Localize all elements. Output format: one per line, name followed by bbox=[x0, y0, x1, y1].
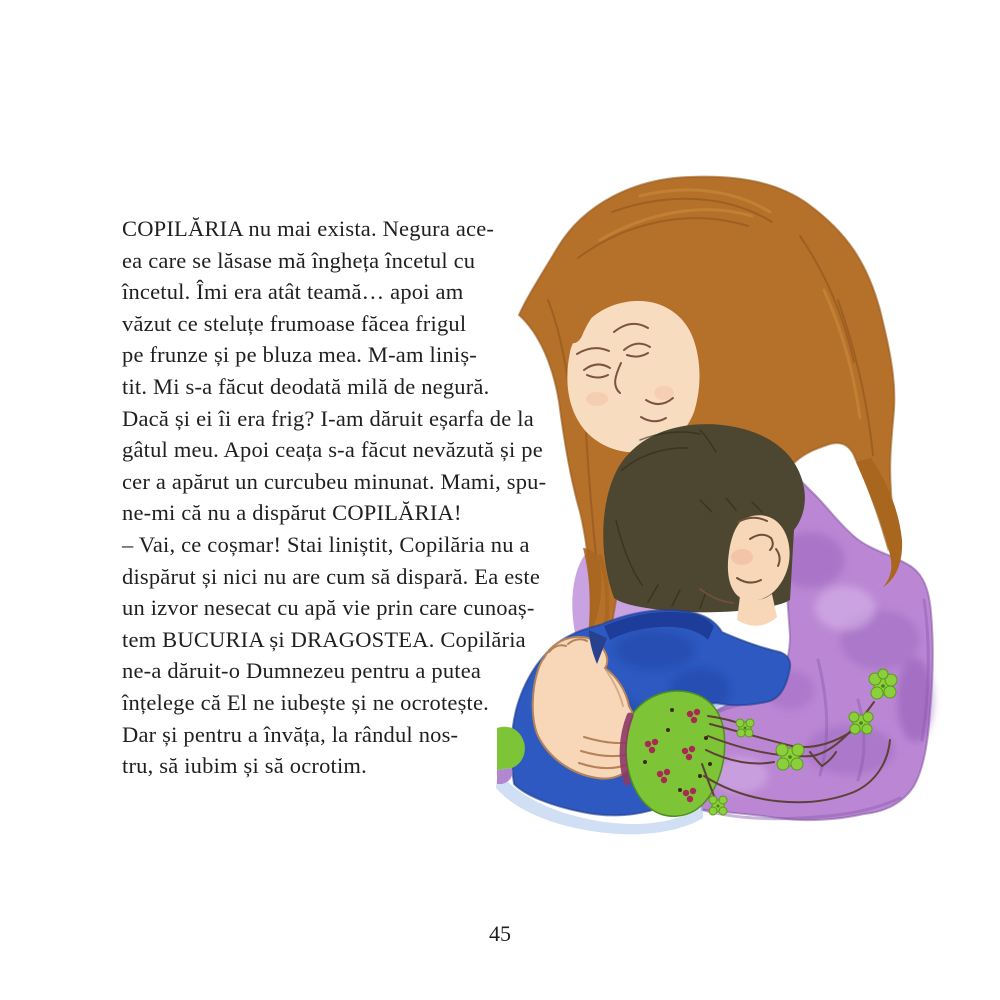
story-line: – Vai, ce coșmar! Stai liniștit, Copilăria nu a bbox=[122, 531, 530, 557]
story-line: ne-a dăruit-o Dumnezeu pentru a putea bbox=[122, 658, 482, 684]
story-text bbox=[122, 213, 546, 782]
story-line: Dar și pentru a învăța, la rândul nos- bbox=[122, 721, 459, 747]
story-line: cer a apărut un curcubeu minunat. Mami, spu- bbox=[122, 468, 547, 494]
mother-blush bbox=[586, 392, 608, 406]
story-line: ea care se lăsase mă îngheța încetul cu bbox=[122, 247, 476, 273]
story-line: tit. Mi s-a făcut deodată milă de negură. bbox=[122, 373, 490, 399]
story-line: un izvor nesecat cu apă vie prin care cunoaș- bbox=[122, 595, 535, 621]
story-line: tru, să iubim și să ocrotim. bbox=[122, 753, 367, 779]
story-line: Dacă și ei îi era frig? I-am dăruit eșarfa de la bbox=[122, 405, 534, 431]
boy-blush bbox=[731, 549, 753, 565]
story-line: dispărut și nici nu are cum să dispară. Ea este bbox=[122, 563, 541, 589]
page-number: 45 bbox=[489, 921, 511, 946]
story-line: COPILĂRIA nu mai exista. Negura ace- bbox=[122, 216, 495, 241]
left-purple-peek bbox=[497, 768, 513, 784]
illustration bbox=[495, 170, 970, 870]
story-line: gâtul meu. Apoi ceața s-a făcut nevăzută și pe bbox=[122, 437, 543, 463]
story-line: încetul. Îmi era atât teamă… apoi am bbox=[122, 279, 464, 305]
story-line: tem BUCURIA și DRAGOSTEA. Copilăria bbox=[122, 626, 526, 652]
story-line: văzut ce steluțe frumoase făcea frigul bbox=[122, 310, 467, 336]
story-line: înțelege că El ne iubește și ne ocrotește. bbox=[122, 689, 490, 715]
story-line: pe frunze și pe bluza mea. M-am liniș- bbox=[122, 342, 477, 368]
story-line: ne-mi că nu a dispărut COPILĂRIA! bbox=[122, 500, 462, 526]
